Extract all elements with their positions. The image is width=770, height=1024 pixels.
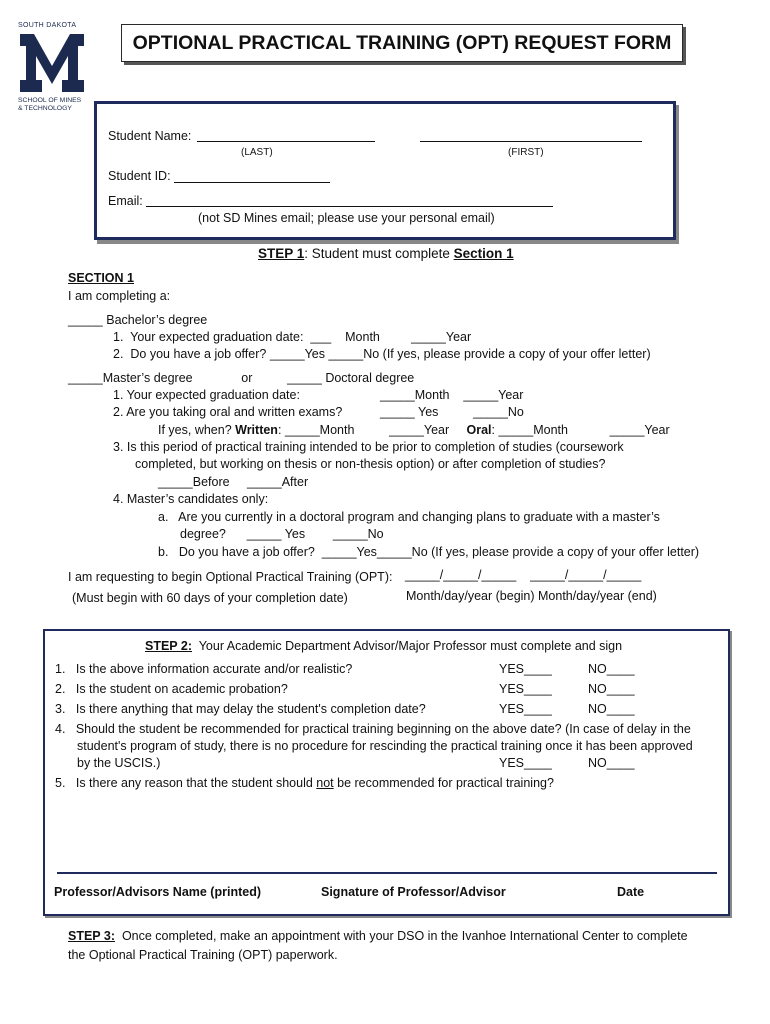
masters-q3-line1: 3. Is this period of practical training intended to be prior to completion of studies (coursework	[113, 440, 624, 454]
step2-q3: 3. Is there anything that may delay the student's completion date?	[55, 702, 426, 716]
oral-fields: : _____Month _____Year	[491, 423, 670, 437]
bachelor-option[interactable]: _____ Bachelor’s degree	[68, 313, 208, 327]
opt-date-fields[interactable]: _____/_____/_____ _____/_____/_____	[405, 568, 642, 582]
bachelor-q2: 2. Do you have a job offer? _____Yes _____No (If yes, please provide a copy of your offer letter)	[113, 347, 651, 361]
student-name-label: Student Name:	[108, 129, 192, 143]
step2-prefix: STEP 2:	[145, 639, 193, 653]
email-field[interactable]	[146, 206, 553, 207]
q5-not: not	[316, 776, 334, 790]
email-note: (not SD Mines email; please use your personal email)	[198, 211, 495, 225]
q3-no[interactable]: NO____	[588, 702, 635, 716]
opt-date-captions: Month/day/year (begin) Month/day/year (end)	[406, 589, 657, 603]
signature-line[interactable]	[57, 872, 717, 874]
oral-label: Oral	[466, 423, 492, 437]
bachelor-q1: 1. Your expected graduation date: ___ Month _____Year	[113, 330, 472, 344]
masters-q4b[interactable]: b. Do you have a job offer? _____Yes_____No (If yes, please provide a copy of your offer letter)	[158, 545, 700, 559]
professor-signature-label: Signature of Professor/Advisor	[321, 885, 506, 899]
step1-heading	[258, 246, 514, 261]
section1-heading: SECTION 1	[68, 271, 134, 285]
student-id-field[interactable]	[174, 182, 330, 183]
form-title: OPTIONAL PRACTICAL TRAINING (OPT) REQUEST FORM	[121, 24, 683, 62]
student-id-label: Student ID:	[108, 169, 171, 183]
masters-q2-when[interactable]	[158, 423, 670, 437]
last-caption: (LAST)	[241, 147, 273, 158]
logo-line-1: SCHOOL OF MINES	[18, 97, 82, 104]
masters-q4a-line2[interactable]: degree? _____ Yes _____No	[180, 527, 384, 541]
opt-note: (Must begin with 60 days of your completion date)	[72, 591, 348, 605]
last-name-field[interactable]	[197, 141, 375, 142]
q3-yes[interactable]: YES____	[499, 702, 552, 716]
written-label: Written	[235, 423, 278, 437]
opt-request-label: I am requesting to begin Optional Practical Training (OPT):	[68, 570, 393, 584]
masters-q2: 2. Are you taking oral and written exams?	[113, 405, 343, 419]
q1-yes[interactable]: YES____	[499, 662, 552, 676]
step3-line2: the Optional Practical Training (OPT) paperwork.	[68, 948, 338, 962]
step2-q1: 1. Is the above information accurate and/or realistic?	[55, 662, 353, 676]
q5-post: be recommended for practical training?	[333, 776, 554, 790]
step3-line1	[68, 929, 688, 943]
masters-q3-answer[interactable]: _____Before _____After	[158, 475, 309, 489]
first-caption: (FIRST)	[508, 147, 544, 158]
when-prefix: If yes, when?	[158, 423, 236, 437]
masters-q3-line2: completed, but working on thesis or non-thesis option) or after completion of studies?	[135, 457, 606, 471]
email-label: Email:	[108, 194, 143, 208]
school-logo	[18, 22, 88, 114]
logo-bottom-text	[18, 97, 81, 113]
step2-q4-line1: 4. Should the student be recommended for practical training beginning on the above date? (In case of delay in the	[55, 722, 691, 736]
q5-pre: 5. Is there any reason that the student should	[55, 776, 317, 790]
q2-no[interactable]: NO____	[588, 682, 635, 696]
step1-prefix: STEP 1	[258, 246, 305, 261]
written-fields: : _____Month _____Year	[277, 423, 467, 437]
logo-line-2: & TECHNOLOGY	[18, 105, 72, 112]
section1-intro: I am completing a:	[68, 289, 171, 303]
step2-q2: 2. Is the student on academic probation?	[55, 682, 288, 696]
masters-doctoral-option[interactable]: _____Master’s degree or _____ Doctoral degree	[68, 371, 415, 385]
masters-q4: 4. Master’s candidates only:	[113, 492, 269, 506]
step2-q4-line2: student's program of study, there is no procedure for rescinding the practical training once it has been approved	[77, 739, 693, 753]
step3-text: Once completed, make an appointment with your DSO in the Ivanhoe International Center to complete	[115, 929, 688, 943]
professor-name-label: Professor/Advisors Name (printed)	[54, 885, 261, 899]
logo-top-text: SOUTH DAKOTA	[18, 22, 77, 29]
logo-m-icon	[20, 32, 84, 94]
step3-prefix: STEP 3:	[68, 929, 116, 943]
first-name-field[interactable]	[420, 141, 642, 142]
step2-q5	[55, 776, 554, 790]
step2-q4-line3: by the USCIS.)	[77, 756, 161, 770]
masters-q2-answer[interactable]: _____ Yes _____No	[380, 405, 524, 419]
q2-yes[interactable]: YES____	[499, 682, 552, 696]
q4-no[interactable]: NO____	[588, 756, 635, 770]
date-label: Date	[617, 885, 645, 899]
step1-middle: : Student must complete	[304, 246, 454, 261]
masters-q4a-line1: a. Are you currently in a doctoral program and changing plans to graduate with a master’s	[158, 510, 660, 524]
step2-heading	[145, 639, 622, 653]
step1-section: Section 1	[453, 246, 514, 261]
q4-yes[interactable]: YES____	[499, 756, 552, 770]
masters-q1: 1. Your expected graduation date:	[113, 388, 300, 402]
q1-no[interactable]: NO____	[588, 662, 635, 676]
step2-text: Your Academic Department Advisor/Major Professor must complete and sign	[192, 639, 623, 653]
masters-q1-answer[interactable]: _____Month _____Year	[380, 388, 524, 402]
